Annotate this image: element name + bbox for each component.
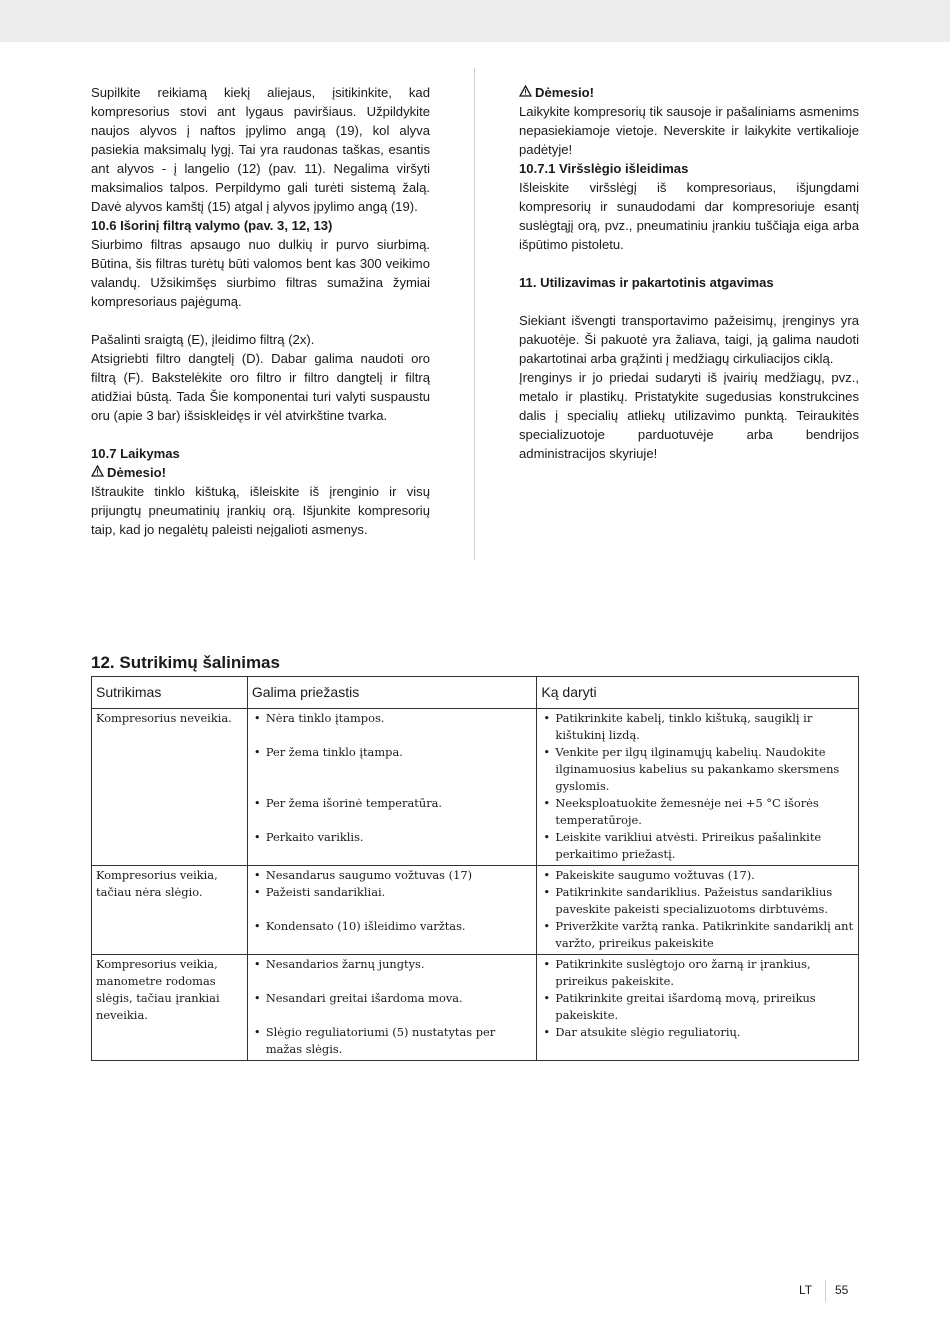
filter-paragraph: Siurbimo filtras apsaugo nuo dulkių ir purvo siurbimą. Būtina, šis filtras turėtų būti valomos bent kas 300 veikimo valandų. Užsikimšęs siurbimo filtras sumažina žymiai kompresoriaus pajėgumą. [91, 237, 430, 309]
storage-location-paragraph: Laikykite kompresorių tik sausoje ir pašaliniams asmenims nepasiekiamoje vietoje. Neverskite ir laikykite vertikalioje padėtyje! [519, 104, 859, 157]
header-action: Ką daryti [537, 677, 859, 709]
action-item: • Patikrinkite kabelį, tinklo kištuką, saugiklį ir kištukinį lizdą. [541, 710, 854, 744]
problem-cell: Kompresorius neveikia. [92, 709, 248, 866]
disposal-paragraph-2: Įrenginys ir jo priedai sudaryti iš įvairių medžiagų, pvz., metalo ir plastikų. Pristatykite sugedusias konstrukcines dalis į specialių atliekų utilizavimo punktą. Teiraukitės specializuotoje parduotuvėje arba bendrijos administracijos skyriuje! [519, 370, 859, 461]
action-item: • Patikrinkite sandariklius. Pažeistus sandariklius paveskite pakeisti specializuotoms dirbtuvėms. [541, 884, 854, 918]
action-item: • Patikrinkite suslėgtojo oro žarną ir įrankius, prireikus pakeiskite. [541, 956, 854, 990]
action-item: • Leiskite varikliui atvėsti. Prireikus pašalinkite perkaitimo priežastį. [541, 829, 854, 863]
action-item: • Pakeiskite saugumo vožtuvas (17). [541, 867, 854, 884]
cause-item: • Nėra tinklo įtampos. [252, 710, 533, 727]
action-item: • Venkite per ilgų ilginamųjų kabelių. Naudokite ilginamuosius kabelius su pakankamo skersmens gyslomis. [541, 744, 854, 795]
cause-item: • Perkaito variklis. [252, 829, 533, 846]
warning-heading [519, 83, 859, 102]
problem-cell: Kompresorius veikia, tačiau nėra slėgio. [92, 866, 248, 955]
language-code: LT [799, 1283, 813, 1297]
cause-item: • Slėgio reguliatoriumi (5) nustatytas per mažas slėgis. [252, 1024, 533, 1058]
action-item: • Dar atsukite slėgio reguliatorių. [541, 1024, 854, 1041]
cause-cell [247, 709, 537, 866]
heading-disposal: 11. Utilizavimas ir pakartotinis atgavimas [519, 275, 774, 290]
header-cause: Galima priežastis [247, 677, 537, 709]
oil-fill-paragraph: Supilkite reikiamą kiekį aliejaus, įsitikinkite, kad kompresorius stovi ant lygaus paviršiaus. Užpildykite naujos alyvos į naftos įpylimo angą (19), kol alyva pasiekia maksimalų lygį. Tai yra raudonas taškas, esantis ant alyvos - į langelio (12) (pav. 11). Negalima viršyti maksimalios talpos. Perpildymo gali turėti sistemą žalą. Davė alyvos kamštį (15) atgal į alyvos įpylimo angą (19). [91, 85, 430, 214]
warning-label: Dėmesio! [535, 85, 594, 100]
problem-cell: Kompresorius veikia, manometre rodomas slėgis, tačiau įrankiai neveikia. [92, 955, 248, 1061]
left-column [91, 83, 430, 539]
table-row [92, 866, 859, 955]
cause-item: • Nesandarus saugumo vožtuvas (17) [252, 867, 533, 884]
cause-item: • Per žema išorinė temperatūra. [252, 795, 533, 812]
action-item: • Neeksploatuokite žemesnėje nei +5 °C išorės temperatūroje. [541, 795, 854, 829]
disposal-paragraph-1: Siekiant išvengti transportavimo pažeisimų, įrenginys yra pakuotėje. Ši pakuotė yra žaliava, taigi, ją galima naudoti pakartotinai arba grąžinti į medžiagų cirkuliacijos ciklą. [519, 313, 859, 366]
warning-heading [91, 463, 430, 482]
table-row [92, 709, 859, 866]
heading-filter-cleaning: 10.6 Išorinį filtrą valymo (pav. 3, 12, 13) [91, 218, 333, 233]
cause-item: • Nesandari greitai išardoma mova. [252, 990, 533, 1007]
table-header-row [92, 677, 859, 709]
cause-item: • Per žema tinklo įtampa. [252, 744, 533, 761]
action-cell [537, 866, 859, 955]
filter-step-2: Atsigriebti filtro dangtelį (D). Dabar galima naudoti oro filtrą (F). Bakstelėkite oro filtro ir filtro dangtelį ir filtrą atidžiai būstą. Tada Šie komponentai turi valyti suspaustu oru (apie 3 bar) išsiskleidęs ir vėl atvirkštine tvarka. [91, 351, 430, 423]
cause-item: • Pažeisti sandarikliai. [252, 884, 533, 901]
cause-item: • Nesandarios žarnų jungtys. [252, 956, 533, 973]
cause-item: • Kondensato (10) išleidimo varžtas. [252, 918, 533, 935]
footer-separator [825, 1280, 826, 1302]
action-item: • Priveržkite varžtą ranka. Patikrinkite sandariklį ant varžto, prireikus pakeiskite [541, 918, 854, 952]
filter-step-1: Pašalinti sraigtą (E), įleidimo filtrą (2x). [91, 332, 315, 347]
table-row [92, 955, 859, 1061]
heading-pressure-release: 10.7.1 Viršslėgio išleidimas [519, 161, 689, 176]
action-cell [537, 955, 859, 1061]
header-problem: Sutrikimas [92, 677, 248, 709]
troubleshooting-table [91, 676, 859, 1061]
warning-label: Dėmesio! [107, 465, 166, 480]
column-divider [474, 68, 475, 560]
cause-cell [247, 866, 537, 955]
heading-storage: 10.7 Laikymas [91, 446, 180, 461]
right-column [519, 83, 859, 463]
top-bar [0, 0, 950, 42]
cause-cell [247, 955, 537, 1061]
section-title: 12. Sutrikimų šalinimas [91, 653, 280, 672]
warning-icon [519, 83, 532, 102]
warning-icon [91, 463, 104, 482]
action-item: • Patikrinkite greitai išardomą movą, prireikus pakeiskite. [541, 990, 854, 1024]
storage-paragraph: Ištraukite tinklo kištuką, išleiskite iš įrenginio ir visų prijungtų pneumatinių įrankių orą. Išjunkite kompresorių taip, kad jo negalėtų paleisti neįgalioti asmenys. [91, 484, 430, 537]
page-number: 55 [835, 1283, 849, 1297]
action-cell [537, 709, 859, 866]
pressure-release-paragraph: Išleiskite viršslėgį iš kompresoriaus, išjungdami kompresorių ir sunaudodami dar kompresoriuje esantį suslėgtąjį orą, pvz., pneumatiniu įrankiu tuščiąja eiga arba išpūtimo pistoletu. [519, 180, 859, 252]
